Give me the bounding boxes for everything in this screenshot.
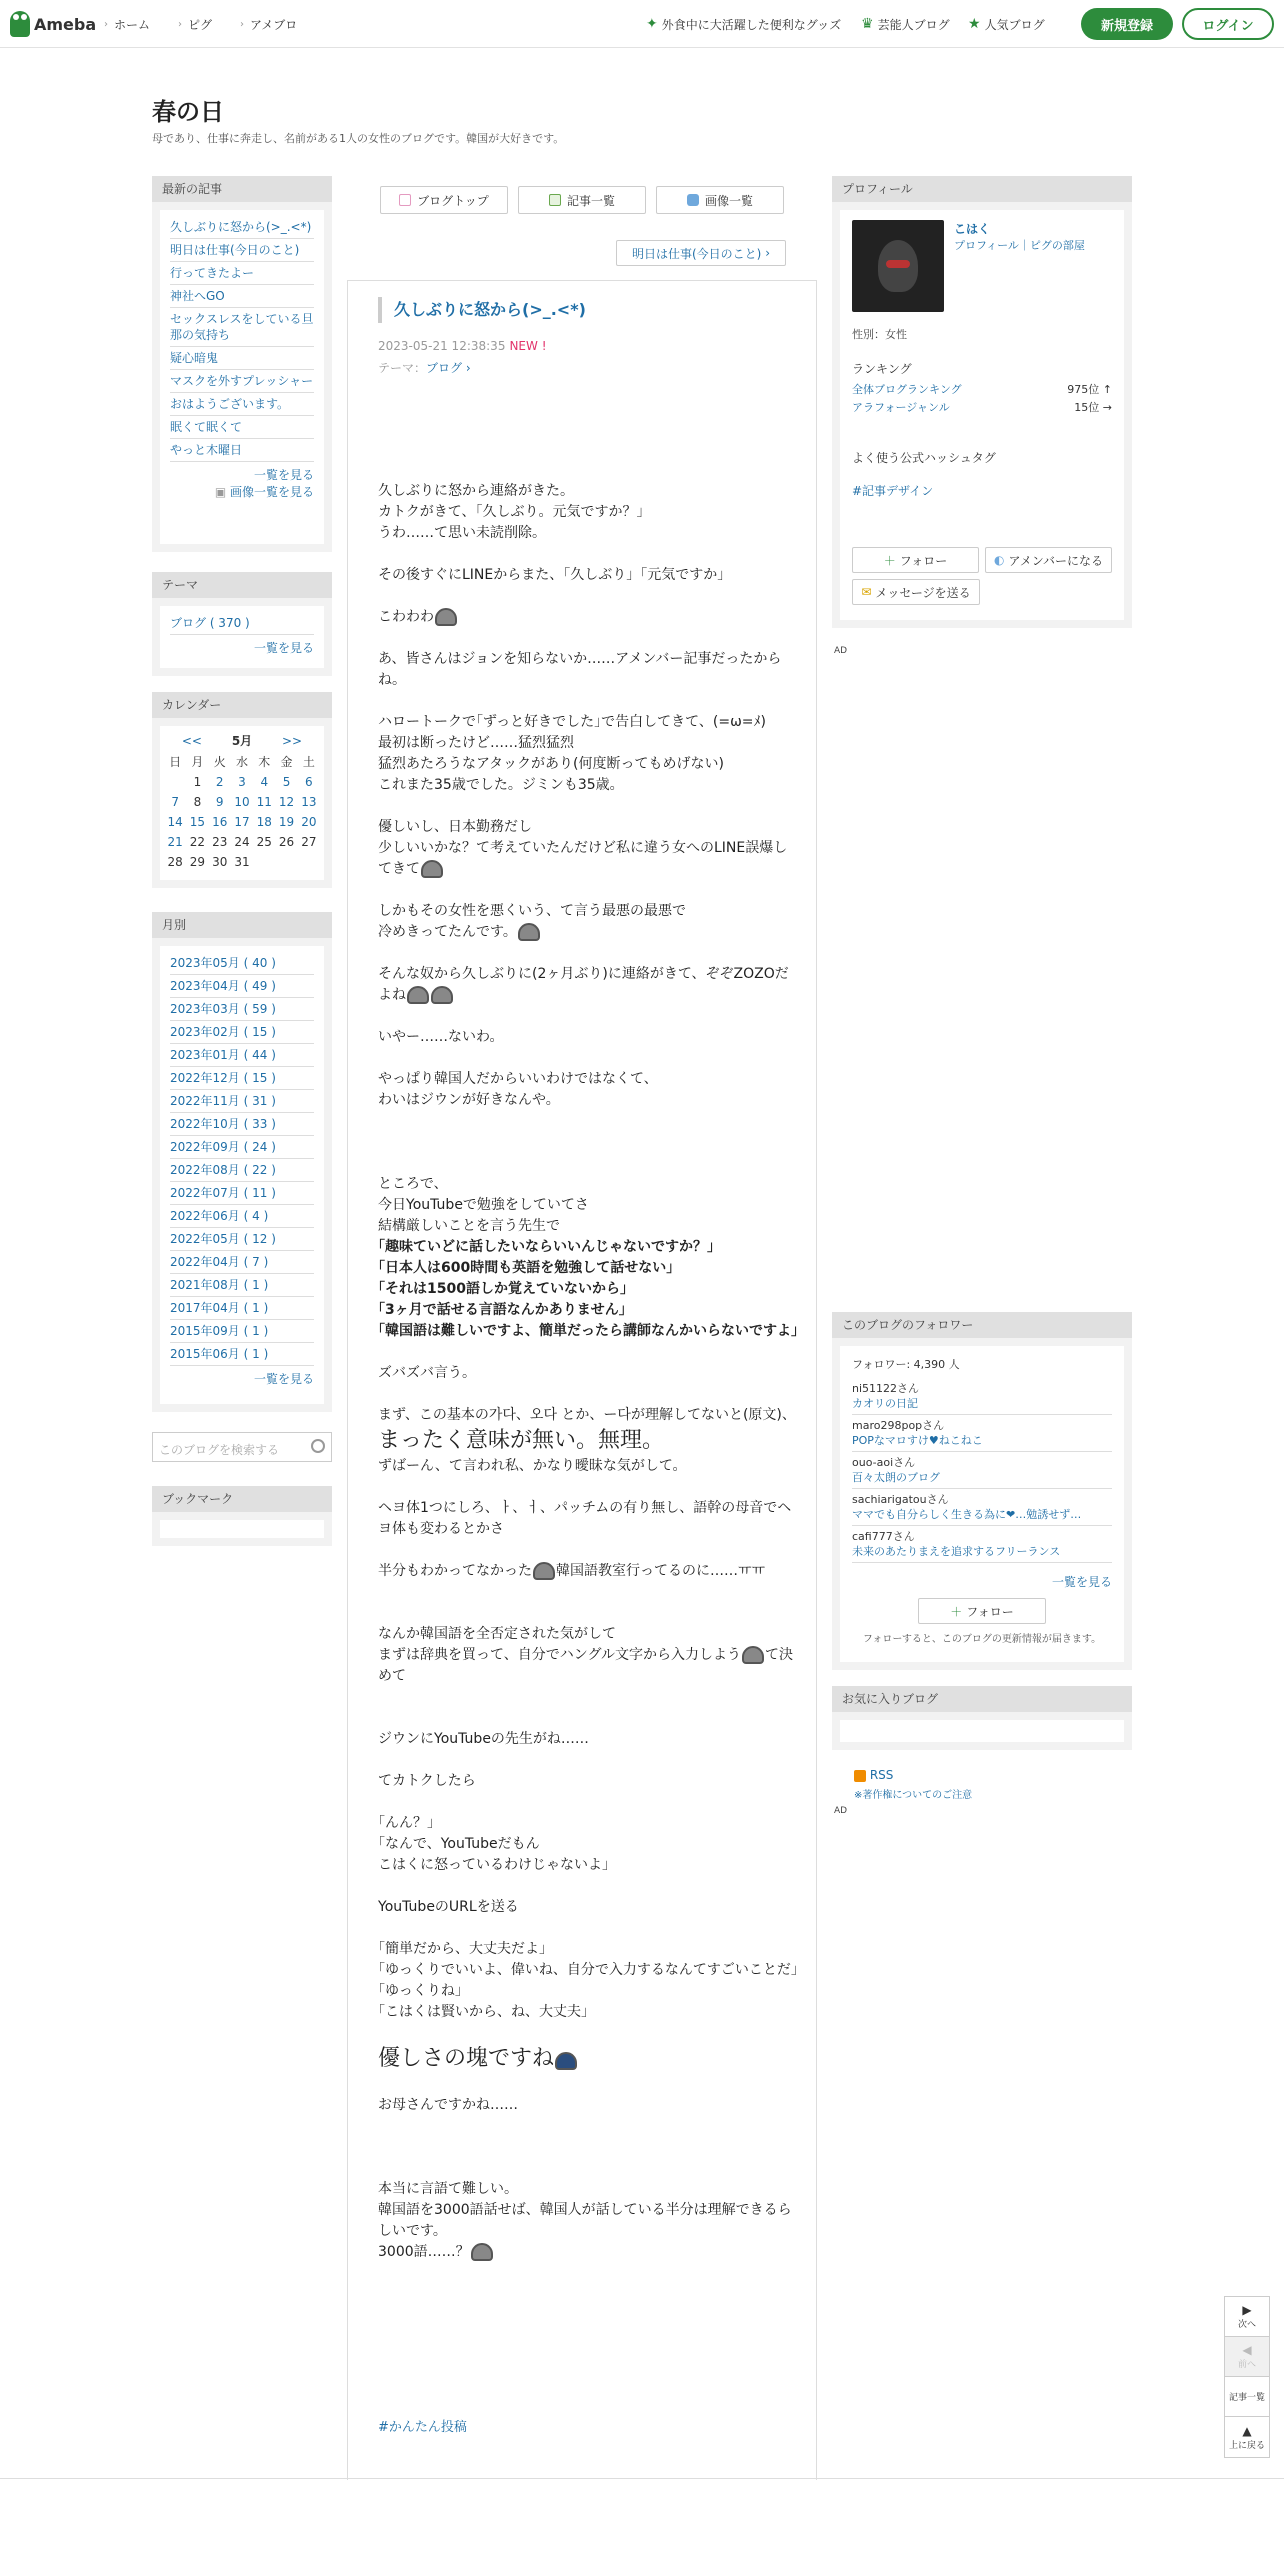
calendar-prev[interactable]: << bbox=[181, 734, 202, 748]
article bbox=[347, 280, 817, 2480]
calendar-day[interactable]: 19 bbox=[278, 815, 295, 829]
plus-icon: ＋ bbox=[950, 1604, 963, 1619]
play-icon: ▶ bbox=[1242, 2303, 1252, 2317]
paragraph: なんか韓国語を全否定された気がして まずは辞典を買って、自分でハングル文字から入力しよう て決めて bbox=[378, 1626, 794, 1684]
camera-icon bbox=[687, 194, 699, 206]
recent-more-link[interactable]: 一覧を見る bbox=[253, 468, 314, 482]
emoji-icon bbox=[471, 2243, 493, 2261]
calendar-day: 24 bbox=[234, 835, 250, 849]
hashtag-link[interactable]: #かんたん投稿 bbox=[378, 2420, 467, 2435]
followers-box bbox=[832, 1312, 1132, 1670]
follower-count: フォロワー: 4,390 人 bbox=[852, 1358, 960, 1371]
article-body bbox=[378, 441, 798, 2284]
paragraph: 本当に言語て難しい。 韓国語を3000語話せば、韓国人が話している半分は理解できるらしいです。 bbox=[378, 2181, 792, 2239]
monthly-archive-item[interactable]: 2021年08月 ( 1 ) bbox=[170, 1274, 314, 1297]
tab-image-list[interactable]: 画像一覧 bbox=[656, 186, 784, 214]
rss-icon bbox=[854, 1770, 866, 1782]
star-icon: ★ bbox=[968, 16, 981, 32]
emoji-icon bbox=[421, 860, 443, 878]
paragraph: ズバズバ言う。 bbox=[378, 1365, 476, 1381]
monthly-archive-item[interactable]: 2015年06月 ( 1 ) bbox=[170, 1343, 314, 1366]
chevron-right-icon: › bbox=[462, 361, 471, 375]
calendar-day[interactable]: 12 bbox=[278, 795, 295, 809]
nav-featured-goods[interactable]: ✦ 外食中に大活躍した便利なグッズ bbox=[646, 16, 842, 32]
floating-navigation bbox=[1224, 2296, 1270, 2458]
paragraph: その後すぐにLINEからまた、「久しぶり」「元気ですか」 bbox=[378, 567, 732, 583]
weekday-label: 金 bbox=[280, 755, 293, 769]
monthly-archive-item[interactable]: 2022年07月 ( 11 ) bbox=[170, 1182, 314, 1205]
nav-pigg[interactable]: › ピグ bbox=[178, 17, 213, 32]
sparkle-icon: ✦ bbox=[646, 16, 658, 32]
blog-title[interactable]: 春の日 bbox=[152, 98, 224, 126]
calendar-day[interactable]: 6 bbox=[305, 775, 313, 789]
calendar-day: 1 bbox=[193, 775, 202, 789]
nav-celebrity-blog[interactable]: ♛ 芸能人ブログ bbox=[861, 16, 950, 32]
image-icon: ▣ bbox=[214, 485, 230, 499]
paragraph: そんな奴から久しぶりに(2ヶ月ぶり)に連絡がきて、ぞぞZOZOだよね bbox=[378, 966, 789, 1003]
article-date: 2023-05-21 12:38:35 bbox=[378, 339, 506, 353]
chevron-right-icon: › bbox=[178, 18, 182, 30]
calendar-day[interactable]: 14 bbox=[167, 815, 183, 829]
ameba-logo[interactable]: Ameba bbox=[10, 10, 96, 38]
paragraph: ハロートークで｢ずっと好きでした｣で告白してきて、(=ω=ﾒ) 最初は断ったけど……猛烈猛烈 猛烈あたろうなアタックがあり(何度断ってもめげない) これまた35歳でした。ジミンも35歳。 bbox=[378, 714, 766, 793]
follower-item bbox=[852, 1415, 1112, 1452]
calendar-day bbox=[253, 852, 275, 872]
ranking-label: ランキング bbox=[852, 362, 912, 376]
paragraph: ところで、 今日YouTubeで勉強をしていてさ 結構厳しいことを言う先生で bbox=[378, 1176, 589, 1234]
next-article-button[interactable]: 明日は仕事(今日のこと) › bbox=[616, 240, 786, 266]
calendar-next[interactable]: >> bbox=[282, 734, 303, 748]
calendar-day: 28 bbox=[167, 855, 183, 869]
back-icon: ◀ bbox=[1242, 2343, 1252, 2357]
calendar-day: 31 bbox=[234, 855, 250, 869]
calendar-day[interactable]: 13 bbox=[301, 795, 317, 809]
favorites-box bbox=[832, 1686, 1132, 1750]
calendar-day[interactable]: 20 bbox=[301, 815, 317, 829]
bookmark-header: ブックマーク bbox=[152, 1486, 332, 1512]
emoji-icon bbox=[435, 608, 457, 626]
followers-header: このブログのフォロワー bbox=[832, 1312, 1132, 1338]
calendar-header: カレンダー bbox=[152, 692, 332, 718]
follower-blog[interactable]: カオリの日記 bbox=[852, 1397, 918, 1410]
calendar-day[interactable]: 15 bbox=[189, 815, 206, 829]
recent-item[interactable]: セックスレスをしている旦那の気持ち bbox=[170, 308, 314, 347]
monthly-archive-item[interactable]: 2017年04月 ( 1 ) bbox=[170, 1297, 314, 1320]
paragraph: 優しいし、日本勤務だし 少しいいかな？て考えていたんだけど私に違う女へのLINE誤爆してきて bbox=[378, 819, 788, 877]
rss-link[interactable]: RSS bbox=[854, 1768, 893, 1782]
blog-description: 母であり、仕事に奔走し、名前がある1人の女性のブログです。韓国が大好きです。 bbox=[152, 132, 565, 145]
nav-ameblo[interactable]: › アメブロ bbox=[240, 17, 298, 32]
calendar-day: 25 bbox=[256, 835, 272, 849]
calendar-day: 26 bbox=[278, 835, 295, 849]
message-button[interactable]: ✉ メッセージを送る bbox=[852, 579, 980, 605]
register-button[interactable]: 新規登録 bbox=[1081, 8, 1173, 40]
recent-item[interactable]: 神社へGO bbox=[170, 285, 314, 308]
follower-item bbox=[852, 1378, 1112, 1415]
theme-header: テーマ bbox=[152, 572, 332, 598]
prev-button[interactable]: ◀ 前へ bbox=[1225, 2337, 1269, 2377]
profile-header: プロフィール bbox=[832, 176, 1132, 202]
article-meta bbox=[378, 339, 547, 353]
paragraph: ジウンにYouTubeの先生がね…… bbox=[378, 1731, 589, 1747]
emoji-icon bbox=[518, 923, 540, 941]
theme-item[interactable]: ブログ ( 370 ) bbox=[170, 612, 314, 635]
recent-item[interactable]: 久しぶりに怒から(>_.<*) bbox=[170, 216, 314, 239]
paragraph: ヘヨ体1つにしろ、ㅏ、ㅓ、パッチムの有り無し、語幹の母音でヘヨ体も変わるとかさ bbox=[378, 1500, 792, 1537]
monthly-archive-item[interactable]: 2023年05月 ( 40 ) bbox=[170, 952, 314, 975]
mail-icon: ✉ bbox=[861, 585, 872, 599]
follower-user[interactable]: cafi777さん bbox=[852, 1530, 915, 1543]
profile-hashtag[interactable]: #記事デザイン bbox=[852, 484, 934, 498]
login-button[interactable]: ログイン bbox=[1182, 8, 1274, 40]
next-button[interactable]: ▶ 次へ bbox=[1225, 2297, 1269, 2337]
emoji-icon bbox=[555, 2052, 577, 2070]
article-title[interactable]: 久しぶりに怒から(>_.<*) bbox=[378, 297, 586, 323]
calendar-day: 27 bbox=[301, 835, 317, 849]
recent-item[interactable]: 行ってきたよー bbox=[170, 262, 314, 285]
calendar-box bbox=[152, 692, 332, 888]
followers-more-link[interactable]: 一覧を見る bbox=[1051, 1575, 1112, 1589]
paragraph: まず、この基本の가다、오다 とか、ー다が理解してないと(原文)、まったく意味が無い。無理。 ずばーん、て言われ私、かなり曖昧な気がして。 bbox=[378, 1407, 796, 1474]
paragraph: 3000語……？ bbox=[378, 2242, 798, 2263]
paragraph: いやー……ないわ。 bbox=[378, 1029, 504, 1045]
follower-blog[interactable]: ママでも自分らしく生きる為に❤…勉誘せず… bbox=[852, 1508, 1082, 1521]
recent-item[interactable]: 眠くて眠くて bbox=[170, 416, 314, 439]
monthly-archive-item[interactable]: 2023年01月 ( 44 ) bbox=[170, 1044, 314, 1067]
monthly-header: 月別 bbox=[152, 912, 332, 938]
recent-item[interactable]: 明日は仕事(今日のこと) bbox=[170, 239, 314, 262]
monthly-archive-item[interactable]: 2022年11月 ( 31 ) bbox=[170, 1090, 314, 1113]
paragraph: YouTubeのURLを送る bbox=[378, 1899, 519, 1915]
profile-box bbox=[832, 176, 1132, 628]
weekday-label: 火 bbox=[213, 755, 226, 769]
follower-user[interactable]: sachiarigatouさん bbox=[852, 1493, 949, 1506]
article-list-button[interactable]: 記事一覧 bbox=[1225, 2377, 1269, 2417]
paragraph: あ、皆さんはジョンを知らないか……アメンバー記事だったからね。 bbox=[378, 651, 782, 688]
recent-item[interactable]: やっと木曜日 bbox=[170, 439, 314, 462]
emoji-icon bbox=[431, 986, 453, 1004]
calendar-day[interactable]: 9 bbox=[215, 795, 224, 809]
calendar-day bbox=[298, 852, 320, 872]
calendar-day[interactable]: 17 bbox=[234, 815, 250, 829]
follower-item bbox=[852, 1489, 1112, 1526]
follower-user[interactable]: ni51122さん bbox=[852, 1382, 920, 1395]
monthly-archive-item[interactable]: 2022年08月 ( 22 ) bbox=[170, 1159, 314, 1182]
monthly-archive-item[interactable]: 2022年06月 ( 4 ) bbox=[170, 1205, 314, 1228]
paragraph: 半分もわかってなかった 韓国語教室行ってるのに……ㅠㅠ bbox=[378, 1563, 766, 1579]
follower-item bbox=[852, 1452, 1112, 1489]
chevron-right-icon: › bbox=[240, 18, 244, 30]
calendar-day[interactable]: 11 bbox=[256, 795, 272, 809]
emoji-icon bbox=[533, 1562, 555, 1580]
document-icon bbox=[549, 194, 561, 206]
emoji-icon bbox=[742, 1646, 764, 1664]
bookmark-box bbox=[152, 1486, 332, 1546]
monthly-archive-item[interactable]: 2022年09月 ( 24 ) bbox=[170, 1136, 314, 1159]
follower-blog[interactable]: POPなマロすけ♥ねこねこ bbox=[852, 1434, 983, 1447]
weekday-label: 木 bbox=[258, 755, 271, 769]
calendar-day[interactable]: 10 bbox=[234, 795, 250, 809]
new-badge: NEW ! bbox=[509, 339, 547, 353]
theme-box bbox=[152, 572, 332, 676]
paragraph: ｢簡単だから、大丈夫だよ｣ ｢ゆっくりでいいよ、偉いね、自分で入力するなんてすごいことだ｣ ｢ゆっくりね｣ ｢こはくは賢いから、ね、大丈夫｣ bbox=[378, 1941, 798, 2020]
tab-article-list[interactable]: 記事一覧 bbox=[518, 186, 646, 214]
plus-icon: ＋ bbox=[883, 553, 896, 568]
weekday-label: 月 bbox=[191, 755, 204, 769]
up-icon: ▲ bbox=[1242, 2423, 1252, 2438]
calendar-day bbox=[275, 852, 297, 872]
article-theme: テーマ：ブログ › bbox=[378, 361, 471, 375]
calendar-table bbox=[164, 751, 320, 872]
overall-ranking-value: 975位 ↑ bbox=[1067, 383, 1112, 396]
monthly-archive-box bbox=[152, 912, 332, 1412]
follow-button[interactable]: ＋ フォロー bbox=[852, 547, 979, 573]
amember-icon: ◐ bbox=[994, 553, 1005, 567]
chevron-right-icon: › bbox=[104, 18, 108, 30]
theme-more-link[interactable]: 一覧を見る bbox=[253, 641, 314, 655]
paragraph: 優しさの塊ですね bbox=[378, 2044, 798, 2074]
calendar-day: 8 bbox=[193, 795, 202, 809]
calendar-day: 30 bbox=[212, 855, 228, 869]
home-icon bbox=[399, 194, 411, 206]
amember-button[interactable]: ◐ アメンバーになる bbox=[985, 547, 1112, 573]
calendar-day[interactable]: 16 bbox=[212, 815, 228, 829]
paragraph-bold: ｢日本人は600時間も英語を勉強して話せない｣ ｢それは1500語しか覚えていないから｣ ｢3ヶ月で話せる言語なんかありません｣ ｢韓国語は難しいですよ、簡単だったら講師なんかいらないですよ｣ bbox=[378, 1260, 798, 1339]
genre-ranking-value: 15位 → bbox=[1074, 401, 1112, 414]
calendar-day[interactable]: 5 bbox=[282, 775, 291, 789]
copyright-notice-link[interactable]: ※著作権についてのご注意 bbox=[854, 1790, 973, 1801]
genre-ranking-link[interactable]: アラフォージャンル bbox=[852, 401, 950, 414]
weekday-label: 水 bbox=[235, 755, 248, 769]
follower-user[interactable]: maro298popさん bbox=[852, 1419, 945, 1432]
chevron-right-icon: › bbox=[761, 246, 770, 260]
footer-divider bbox=[0, 2478, 1284, 2479]
calendar-day[interactable]: 7 bbox=[171, 795, 179, 809]
nav-popular-blog[interactable]: ★ 人気ブログ bbox=[968, 16, 1045, 32]
monthly-archive-item[interactable]: 2022年12月 ( 15 ) bbox=[170, 1067, 314, 1090]
calendar-day: 29 bbox=[189, 855, 206, 869]
calendar-day[interactable]: 4 bbox=[260, 775, 269, 789]
calendar-day[interactable]: 2 bbox=[215, 775, 224, 789]
nav-home[interactable]: › ホーム bbox=[104, 17, 151, 32]
profile-links[interactable]: プロフィール｜ピグの部屋 bbox=[954, 239, 1085, 252]
follow-note: フォローすると、このブログの更新情報が届きます。 bbox=[862, 1634, 1102, 1645]
profile-gender: 性別：女性 bbox=[852, 328, 907, 341]
frog-icon bbox=[10, 11, 30, 37]
monthly-archive-item[interactable]: 2023年03月 ( 59 ) bbox=[170, 998, 314, 1021]
recent-item[interactable]: 疑心暗鬼 bbox=[170, 347, 314, 370]
paragraph: てカトクしたら bbox=[378, 1773, 476, 1789]
ad-label: AD bbox=[834, 646, 848, 656]
monthly-archive-item[interactable]: 2015年09月 ( 1 ) bbox=[170, 1320, 314, 1343]
ad-label: AD bbox=[834, 1806, 848, 1816]
paragraph: 久しぶりに怒から連絡がきた。 カトクがきて、「久しぶり。元気ですか？」 うわ……て思い未読削除。 bbox=[378, 483, 651, 541]
top-navigation bbox=[0, 0, 1284, 48]
monthly-more-link[interactable]: 一覧を見る bbox=[253, 1372, 314, 1386]
follower-blog[interactable]: 未来のあたりまえを追求するフリーランス bbox=[852, 1545, 1061, 1558]
monthly-archive-item[interactable]: 2022年05月 ( 12 ) bbox=[170, 1228, 314, 1251]
recent-item[interactable]: おはようございます。 bbox=[170, 393, 314, 416]
favorites-header: お気に入りブログ bbox=[832, 1686, 1132, 1712]
profile-name[interactable]: こはく bbox=[954, 222, 991, 236]
monthly-archive-item[interactable]: 2022年04月 ( 7 ) bbox=[170, 1251, 314, 1274]
back-to-top-button[interactable]: ▲ 上に戻る bbox=[1228, 2423, 1265, 2451]
calendar-month: 5月 bbox=[231, 734, 253, 748]
overall-ranking-link[interactable]: 全体ブログランキング bbox=[852, 383, 962, 396]
tab-blog-top[interactable]: ブログトップ bbox=[380, 186, 508, 214]
paragraph-bold: ｢趣味ていどに話したいならいいんじゃないですか？｣ bbox=[378, 1239, 714, 1255]
weekday-label: 土 bbox=[302, 755, 315, 769]
blog-search-input[interactable]: このブログを検索する bbox=[152, 1432, 332, 1462]
image-list-link[interactable]: ▣ 画像一覧を見る bbox=[214, 485, 314, 499]
monthly-archive-item[interactable]: 2023年04月 ( 49 ) bbox=[170, 975, 314, 998]
follow-button-2[interactable]: ＋ フォロー bbox=[918, 1598, 1046, 1624]
theme-link[interactable]: ブログ bbox=[426, 361, 463, 375]
hashtag-label: よく使う公式ハッシュタグ bbox=[852, 451, 996, 465]
crown-icon: ♛ bbox=[861, 16, 874, 32]
recent-item[interactable]: マスクを外すプレッシャー bbox=[170, 370, 314, 393]
calendar-day[interactable]: 21 bbox=[167, 835, 183, 849]
follower-item bbox=[852, 1526, 1112, 1563]
paragraph: お母さんですかね…… bbox=[378, 2097, 518, 2113]
search-icon[interactable] bbox=[311, 1439, 325, 1453]
monthly-archive-item[interactable]: 2023年02月 ( 15 ) bbox=[170, 1021, 314, 1044]
paragraph: やっぱり韓国人だからいいわけではなくて、 わいはジウンが好きなんや。 bbox=[378, 1071, 658, 1108]
calendar-day bbox=[164, 772, 186, 792]
follower-user[interactable]: ouo-aoiさん bbox=[852, 1456, 916, 1469]
paragraph: ｢んん？｣ ｢なんで、YouTubeだもん こはくに怒っているわけじゃないよ｣ bbox=[378, 1815, 609, 1873]
calendar-day: 23 bbox=[212, 835, 228, 849]
calendar-day: 22 bbox=[189, 835, 206, 849]
calendar-day[interactable]: 3 bbox=[238, 775, 246, 789]
paragraph: しかもその女性を悪くいう、て言う最悪の最悪で 冷めきってたんです。 bbox=[378, 903, 686, 940]
recent-articles-header: 最新の記事 bbox=[152, 176, 332, 202]
avatar[interactable] bbox=[852, 220, 944, 312]
follower-blog[interactable]: 百々太朗のブログ bbox=[852, 1471, 940, 1484]
emoji-icon bbox=[407, 986, 429, 1004]
recent-articles-box bbox=[152, 176, 332, 552]
monthly-archive-item[interactable]: 2022年10月 ( 33 ) bbox=[170, 1113, 314, 1136]
paragraph: こわわわ bbox=[378, 607, 798, 628]
weekday-label: 日 bbox=[169, 755, 182, 769]
calendar-day[interactable]: 18 bbox=[256, 815, 272, 829]
